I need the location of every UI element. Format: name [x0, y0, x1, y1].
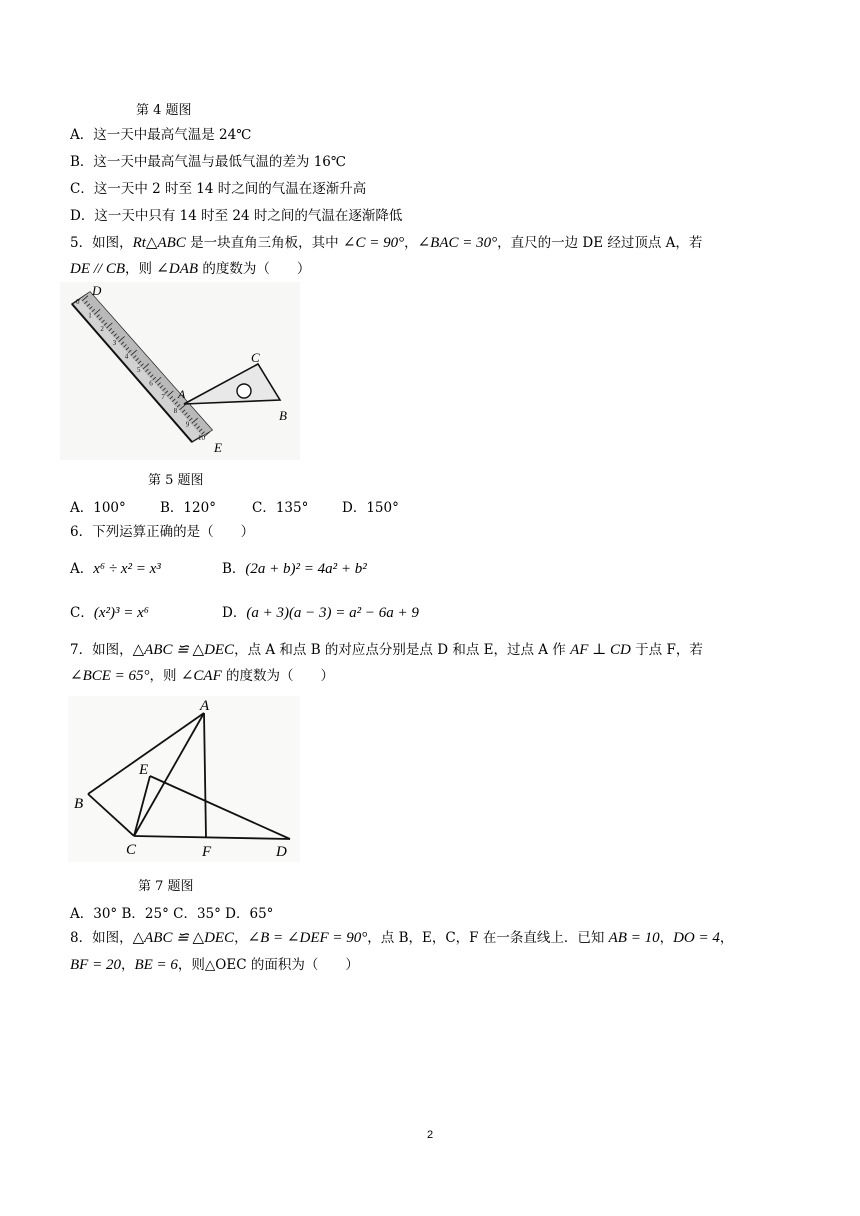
q7-math: ∠CAF — [180, 668, 222, 684]
q8-text: ， — [659, 930, 674, 946]
q6-option-d-expr: (a + 3)(a − 3) = a² − 6a + 9 — [246, 605, 419, 621]
q6-option-d — [222, 604, 419, 622]
q5-stem-line1 — [70, 234, 702, 252]
q5-option-b: B．120° — [160, 500, 216, 516]
q5-text: ，直尺的一边 DE 经过顶点 A，若 — [497, 235, 703, 251]
q6-option-a-label: A． — [70, 561, 94, 577]
q7-math: △ABC ≌ △DEC — [132, 642, 235, 658]
q8-stem-line1 — [70, 929, 733, 947]
q5-math: ∠C = 90° — [342, 235, 405, 251]
q5-text: ， — [404, 235, 418, 251]
q6-option-b — [222, 560, 367, 578]
q7-label-c: C — [126, 842, 137, 858]
q6-option-b-expr: (2a + b)² = 4a² + b² — [245, 561, 367, 577]
q5-text: 5．如图， — [70, 235, 133, 251]
q7-label-d: D — [276, 844, 287, 860]
q7-math: ∠BCE = 65° — [70, 668, 150, 684]
q8-stem-line2 — [70, 956, 359, 974]
q4-option-c: C．这一天中 2 时至 14 时之间的气温在逐渐升高 — [70, 181, 367, 197]
q8-math: AB = 10 — [608, 930, 660, 946]
q4-option-a: A．这一天中最高气温是 24℃ — [70, 127, 252, 143]
q7-caption: 第 7 题图 — [138, 879, 194, 894]
q5-option-d: D．150° — [342, 500, 399, 516]
q8-math: BE = 6 — [134, 957, 178, 973]
q5-math: DE // CB — [70, 261, 125, 277]
q7-text: 的度数为（ ） — [221, 668, 335, 684]
q6-option-d-label: D． — [222, 605, 247, 621]
q6-option-c-expr: (x²)³ = x⁶ — [93, 605, 149, 621]
q5-option-a: A．100° — [70, 500, 126, 516]
q5-math: ∠BAC = 30° — [417, 235, 498, 251]
q5-stem-line2 — [70, 260, 310, 278]
q5-math: Rt△ABC — [132, 235, 186, 251]
q8-math: △ABC ≌ △DEC — [132, 930, 235, 946]
ruler-number: 6 — [149, 379, 153, 388]
q7-stem-line2 — [70, 667, 334, 685]
q7-text: 于点 F，若 — [630, 642, 703, 658]
q7-text: ，则 — [149, 668, 181, 684]
q5-text: ，则 — [125, 261, 157, 277]
q8-text: ， — [719, 930, 734, 946]
q8-text: 8．如图， — [70, 930, 133, 946]
q6-option-c-label: C． — [70, 605, 94, 621]
q7-text: ，点 A 和点 B 的对应点分别是点 D 和点 E，过点 A 作 — [234, 642, 571, 658]
q7-label-f: F — [202, 844, 212, 860]
ruler-number: 3 — [112, 338, 117, 347]
q4-option-d: D．这一天中只有 14 时至 24 时之间的气温在逐渐降低 — [70, 208, 403, 224]
ruler-number: 2 — [100, 325, 104, 334]
q7-label-e: E — [139, 762, 149, 778]
q6-option-a-expr: x⁶ ÷ x² = x³ — [93, 561, 161, 577]
ruler-number: 10 — [198, 434, 205, 442]
ruler-number: 9 — [185, 420, 190, 429]
q5-math: ∠DAB — [156, 261, 199, 277]
q4-caption: 第 4 题图 — [136, 103, 192, 118]
q7-text: 7．如图， — [70, 642, 133, 658]
page-number: 2 — [426, 1129, 434, 1141]
q7-options: A．30° B．25° C．35° D．65° — [70, 906, 274, 922]
ruler-number: 5 — [137, 366, 141, 374]
ruler-number: 8 — [173, 406, 178, 415]
q6-option-b-label: B． — [222, 561, 246, 577]
q7-stem-line1 — [70, 641, 703, 659]
q5-option-c: C．135° — [252, 500, 309, 516]
q8-text: ，则△OEC 的面积为（ ） — [177, 957, 359, 973]
q8-math: ∠B = ∠DEF = 90° — [247, 930, 368, 946]
q5-label-e: E — [214, 440, 222, 455]
q6-option-c — [70, 604, 149, 622]
q5-text: 是一块直角三角板，其中 — [185, 235, 343, 251]
q7-figure — [68, 696, 300, 862]
ruler-number: 7 — [161, 393, 165, 402]
q5-label-a: A — [178, 387, 186, 401]
q7-label-b: B — [74, 796, 84, 812]
ruler-number: 4 — [124, 352, 129, 361]
q5-figure — [60, 282, 300, 460]
q8-math: DO = 4 — [673, 930, 720, 946]
q8-text: ， — [120, 957, 135, 973]
ruler-number: 0 — [76, 298, 80, 306]
q8-text: ， — [234, 930, 248, 946]
q5-label-c: C — [251, 350, 260, 365]
q6-stem: 6．下列运算正确的是（ ） — [70, 524, 255, 540]
q7-math: AF ⊥ CD — [570, 642, 631, 658]
q7-label-a: A — [200, 698, 210, 714]
q5-label-d: D — [92, 283, 102, 298]
q5-text: 的度数为（ ） — [198, 261, 311, 277]
q6-option-a — [70, 560, 161, 578]
q8-math: BF = 20 — [70, 957, 121, 973]
q8-text: ，点 B，E，C，F 在一条直线上．已知 — [367, 930, 609, 946]
q5-caption: 第 5 题图 — [148, 473, 204, 488]
ruler-number: 1 — [88, 311, 92, 320]
q5-label-b: B — [279, 408, 287, 423]
q4-option-b: B．这一天中最高气温与最低气温的差为 16℃ — [70, 154, 346, 170]
